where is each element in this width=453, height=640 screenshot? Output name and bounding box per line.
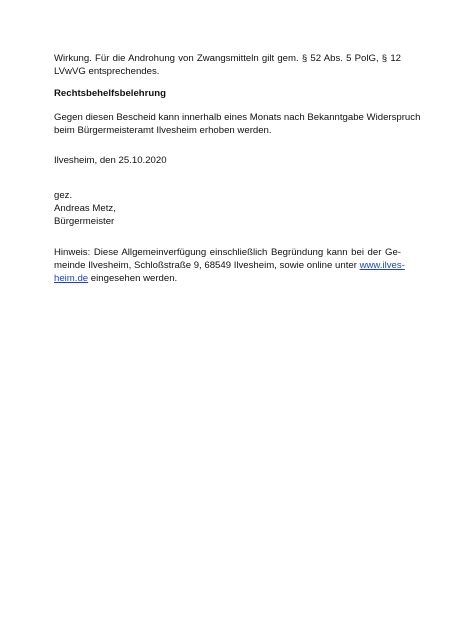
hinweis-line-2-text: meinde Ilvesheim, Schloßstraße 9, 68549 Ilvesheim, sowie online unter [54, 260, 357, 271]
signature-title: Bürgermeister [54, 216, 115, 227]
hinweis-paragraph [54, 246, 405, 285]
signature-name: Andreas Metz, [54, 203, 116, 214]
hinweis-line-3-text: eingesehen werden. [88, 273, 178, 284]
hinweis-line-3 [54, 272, 401, 285]
place-date: Ilvesheim, den 25.10.2020 [54, 155, 167, 166]
rechtsbehelf-line-2: beim Bürgermeisteramt Ilvesheim erhoben werden. [54, 125, 272, 136]
website-link-part-2[interactable]: heim.de [54, 273, 89, 284]
signature-block [54, 189, 401, 228]
rechtsbehelf-line-1: Gegen diesen Bescheid kann innerhalb eines Monats nach Bekanntgabe Widerspruch [54, 112, 421, 123]
rechtsbehelf-paragraph [54, 111, 421, 137]
paragraph-wirkung-line-1: Wirkung. Für die Androhung von Zwangsmitteln gilt gem. § 52 Abs. 5 PolG, § 12 [54, 53, 401, 64]
paragraph-wirkung [54, 52, 401, 78]
rechtsbehelf-heading: Rechtsbehelfsbelehrung [54, 88, 166, 99]
signature-gez: gez. [54, 190, 73, 201]
website-link-part-1[interactable]: www.ilves- [359, 260, 405, 271]
paragraph-wirkung-line-2: LVwVG entsprechendes. [54, 66, 160, 77]
hinweis-line-2 [54, 259, 405, 272]
hinweis-line-1: Hinweis: Diese Allgemeinverfügung einschließlich Begründung kann bei der Ge- [54, 247, 401, 258]
